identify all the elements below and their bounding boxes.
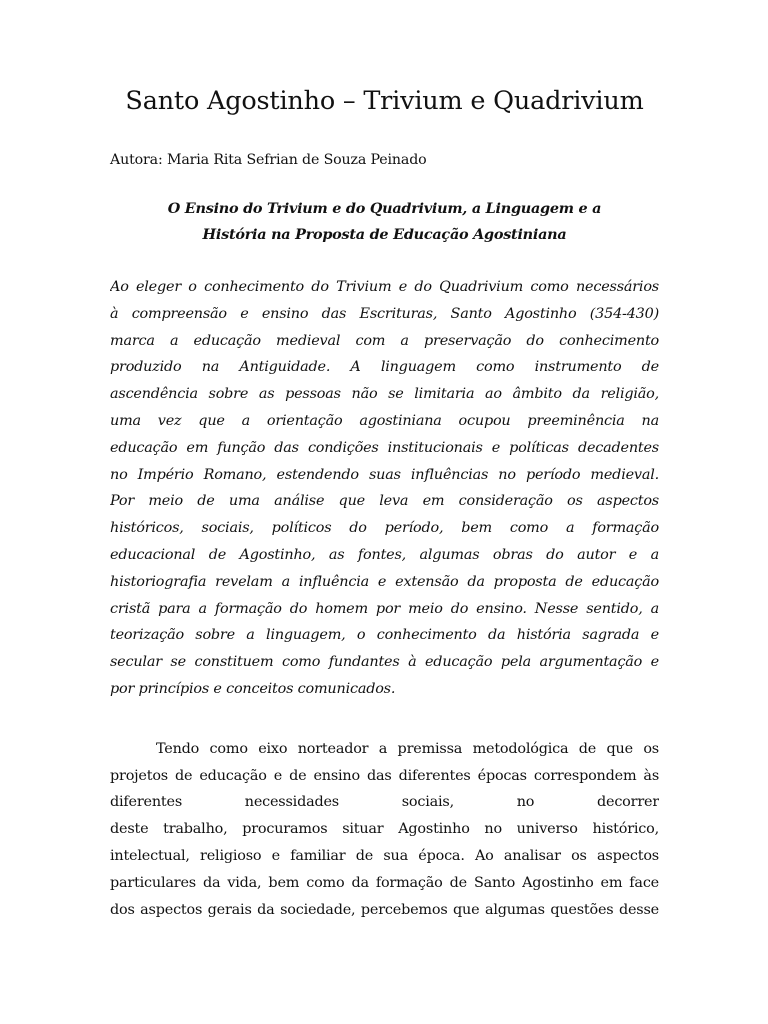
abstract-line: teorização sobre a linguagem, o conhecimento da história sagrada e bbox=[110, 627, 659, 644]
abstract-line: produzido na Antiguidade. A linguagem como instrumento de bbox=[110, 359, 659, 376]
abstract-line: uma vez que a orientação agostiniana ocupou preeminência na bbox=[110, 412, 659, 429]
abstract-line: historiografia revelam a influência e extensão da proposta de educação bbox=[110, 573, 659, 590]
body-line: intelectual, religioso e familiar de sua época. Ao analisar os aspectos bbox=[110, 847, 659, 864]
abstract-line: cristã para a formação do homem por meio do ensino. Nesse sentido, a bbox=[110, 600, 659, 617]
abstract-line: educacional de Agostinho, as fontes, algumas obras do autor e a bbox=[110, 546, 659, 563]
abstract-line: por princípios e conceitos comunicados. bbox=[110, 680, 396, 697]
abstract-paragraph bbox=[110, 248, 659, 703]
abstract-line: educação em função das condições institucionais e políticas decadentes bbox=[110, 439, 659, 456]
abstract-line: históricos, sociais, políticos do período, bem como a formação bbox=[110, 520, 659, 537]
body-line: diferentes necessidades sociais, no decorrer bbox=[110, 794, 659, 811]
abstract-line: no Império Romano, estendendo suas influências no período medieval. bbox=[110, 466, 659, 483]
subtitle-line: O Ensino do Trivium e do Quadrivium, a Linguagem e a bbox=[167, 200, 602, 217]
abstract-line: ascendência sobre as pessoas não se limitaria ao âmbito da religião, bbox=[110, 386, 659, 403]
body-line: dos aspectos gerais da sociedade, percebemos que algumas questões desse bbox=[110, 901, 659, 918]
body-line: particulares da vida, bem como da formação de Santo Agostinho em face bbox=[110, 874, 659, 891]
document-title: Santo Agostinho – Trivium e Quadrivium bbox=[125, 86, 644, 116]
document-subtitle bbox=[110, 170, 659, 248]
abstract-line: Por meio de uma análise que leva em consideração os aspectos bbox=[110, 493, 659, 510]
abstract-line: secular se constituem como fundantes à educação pela argumentação e bbox=[110, 654, 659, 671]
body-line: Tendo como eixo norteador a premissa metodológica de que os bbox=[156, 740, 659, 757]
abstract-line: Ao eleger o conhecimento do Trivium e do Quadrivium como necessários bbox=[110, 279, 659, 295]
abstract-line: à compreensão e ensino das Escrituras, Santo Agostinho (354-430) bbox=[110, 305, 659, 322]
abstract-line: marca a educação medieval com a preservação do conhecimento bbox=[110, 332, 659, 349]
subtitle-line: História na Proposta de Educação Agostiniana bbox=[202, 226, 567, 243]
author-line: Autora: Maria Rita Sefrian de Souza Peinado bbox=[110, 152, 427, 168]
body-line: deste trabalho, procuramos situar Agostinho no universo histórico, bbox=[110, 821, 659, 838]
body-line: projetos de educação e de ensino das diferentes épocas correspondem às bbox=[110, 767, 659, 784]
body-paragraph bbox=[110, 703, 659, 924]
